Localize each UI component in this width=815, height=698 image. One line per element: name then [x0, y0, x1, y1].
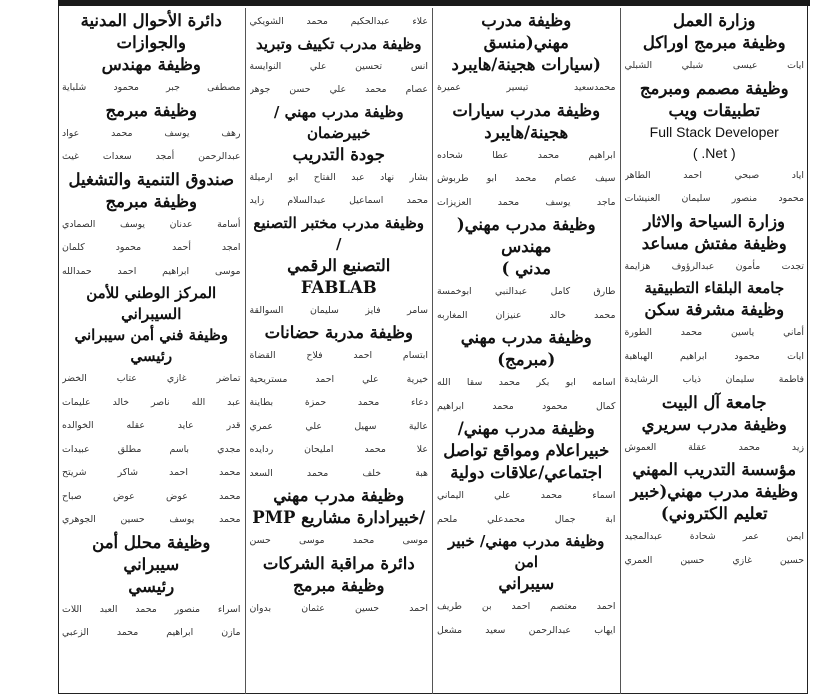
candidate-name: احمد حسين عثمان بدوان [249, 602, 428, 614]
candidate-name: ايات محمود ابراهيم الهباهبة [624, 350, 804, 362]
candidate-name: زيد محمد عقلة العموش [624, 441, 804, 453]
candidate-name: فاطمة سليمان ذياب الرشايدة [624, 374, 804, 385]
job-title-latin: Full Stack Developer [649, 123, 779, 140]
candidate-name: عبد الله ناصر خالد عليمات [62, 396, 241, 408]
section-heading: مدني ) [501, 259, 551, 278]
candidate-name: ماجد يوسف محمد العزيزات [437, 196, 616, 208]
candidate-name: هبة خلف محمد السعد [249, 467, 428, 479]
section-heading: التصنيع الرقمي FABLAB [287, 255, 391, 297]
candidate-name: احمد معتصم احمد بن طريف [437, 601, 616, 612]
section-heading: وظيفة محلل أمن سيبراني [92, 532, 211, 574]
candidate-name: خيرية علي احمد مستريحية [249, 373, 428, 385]
section-heading: دائرة مراقبة الشركات [262, 553, 415, 573]
candidate-name: موسى ابراهيم احمد حمدالله [62, 265, 241, 277]
column-1 [621, 8, 809, 694]
section-heading: المركز الوطني للأمن السيبراني [86, 284, 217, 323]
candidate-name: حسين غازي حسين العمري [624, 554, 804, 566]
candidate-name: طارق كامل عبدالنبي ابوخمسة [437, 286, 616, 297]
candidate-name: ابة جمال محمدعلي ملحم [437, 513, 616, 525]
section-heading: وظيفة مدرب مهني(خبير [630, 482, 799, 501]
section-heading: خبيراعلام ومواقع تواصل [443, 441, 610, 460]
column-2 [433, 8, 621, 694]
section-heading: وظيفة مدرب سريري [641, 414, 787, 434]
candidate-name: أماني ياسين محمد الطورة [624, 327, 804, 338]
candidate-name: ايهاب عبدالرحمن سعيد مشعل [437, 624, 616, 636]
section-heading: وظيفة مدرب مهني( مهندس [456, 215, 596, 256]
candidate-name: انس تحسين علي النوايسة [249, 60, 428, 72]
candidate-name: تماضر غازي عتاب الخضر [62, 373, 241, 384]
section-heading: وظيفة مبرمج اوراكل [642, 33, 786, 52]
section-heading: (مبرمج) [497, 350, 556, 369]
section-heading: والجوازات [116, 33, 186, 52]
section-heading: وظيفة مدرب مهني [460, 328, 592, 347]
section-heading: وظيفة مصمم ومبرمج [639, 78, 789, 98]
candidate-name: علاء عبدالحكيم محمد الشويكي [249, 16, 428, 27]
candidate-name: موسى محمد موسى حسن [249, 535, 428, 546]
candidate-name: امجد أحمد محمود كلمان [62, 242, 241, 253]
candidate-name: اسراء منصور محمد العبد اللات [62, 603, 241, 615]
section-heading: وظيفة مبرمج [105, 191, 197, 211]
candidate-name: ايمن عمر شحادة عبدالمجيد [624, 531, 804, 542]
candidate-name: عبدالرحمن أمجد سعدات غيث [62, 151, 241, 162]
section-heading: وظيفة مدربة حضانات [264, 323, 413, 342]
column-3 [246, 8, 434, 694]
candidate-name: محمد احمد شاكر شريتح [62, 467, 241, 478]
section-heading: هجينة/هايبرد [484, 122, 569, 142]
candidate-name: ابتسام احمد فلاح القضاة [249, 350, 428, 361]
candidate-name: محمد يوسف حسين الجوهري [62, 514, 241, 525]
candidate-name: اسماء محمد علي اليماني [437, 490, 616, 501]
section-heading: دائرة الأحوال المدنية [80, 11, 222, 30]
candidate-name: محمد عوض عوض صباح [62, 490, 241, 502]
section-heading: وظيفة مدرب سيارات [452, 100, 601, 120]
candidate-name: قدر عايد عقله الخوالده [62, 420, 241, 431]
section-heading: وظيفة مدرب مهني/ [457, 419, 595, 438]
candidate-name: رهف يوسف محمد عواد [62, 127, 241, 139]
candidate-name: تجدت مأمون عبدالرؤوف هزايمة [624, 260, 804, 272]
section-heading: سيبراني [498, 574, 555, 593]
section-heading: جامعة آل البيت [661, 392, 767, 412]
candidate-name: سامر فايز سليمان السوالقة [249, 304, 428, 316]
section-heading: وظيفة مهندس [101, 55, 201, 74]
section-heading: مؤسسة التدريب المهني [632, 460, 797, 479]
section-heading: جودة التدريب [292, 144, 385, 164]
candidate-name: كمال محمود محمد ابراهيم [437, 400, 616, 412]
section-heading: وظيفة مدرب مهني [273, 486, 405, 505]
candidate-name: مازن ابراهيم محمد الزعبي [62, 627, 241, 638]
section-heading: اجتماعي/علاقات دولية [450, 463, 603, 482]
candidate-name: دعاء محمد حمزة بطاينة [249, 397, 428, 408]
section-heading: وظيفة مدرب تكييف وتبريد [255, 34, 422, 53]
section-heading: وزارة العمل [673, 11, 756, 30]
candidate-name: سيف عصام محمد ابو طربوش [437, 173, 616, 184]
candidate-name: محمد اسماعيل عبدالسلام زايد [249, 195, 428, 206]
section-heading: وظيفة فني أمن سيبراني رئيسي [74, 326, 229, 365]
columns-container [58, 8, 808, 694]
candidate-name: عالية سهيل علي عمري [249, 420, 428, 432]
section-heading: (سيارات هجينة/هايبرد [451, 55, 601, 74]
section-heading: تطبيقات ويب [668, 100, 760, 120]
candidate-name: علا محمد امليحان ردايده [249, 444, 428, 455]
candidate-name: ابراهيم محمد عطا شحاده [437, 149, 616, 161]
candidate-name: أسامة عدنان يوسف الصمادي [62, 218, 241, 230]
candidate-name: محمد خالد عنيزان المغاربه [437, 309, 616, 321]
section-heading: وظيفة مبرمج [105, 100, 197, 120]
section-heading: وظيفة مدرب مختبر التصنيع / [253, 213, 425, 253]
section-heading: جامعة البلقاء التطبيقية [644, 279, 785, 297]
candidate-name: اسامه ابو بكر محمد سقا الله [437, 377, 616, 388]
section-heading: وظيفة مدرب مهني/ خبير امن [448, 532, 605, 571]
section-heading: وظيفة مدرب مهني /خبيرضمان [273, 102, 404, 142]
candidate-name: محمود منصور سليمان العنيشات [624, 193, 804, 204]
section-heading: تعليم الكتروني) [660, 504, 768, 523]
section-heading: صندوق التنمية والتشغيل [68, 169, 235, 189]
section-heading: وظيفة مدرب مهني(منسق [481, 11, 572, 52]
section-heading: وزارة السياحة والاثار [643, 211, 786, 231]
candidate-name: اياد صبحي احمد الطاهر [624, 169, 804, 181]
candidate-name: ايات عيسى شبلي الشبلي [624, 60, 804, 71]
section-heading: وظيفة مبرمج [293, 575, 385, 595]
section-heading: /خبيرادارة مشاريع PMP [252, 508, 426, 527]
candidate-name: محمدسعيد تيسير عميرة [437, 82, 616, 93]
job-title-latin: ( .Net ) [692, 144, 736, 161]
section-heading: وظيفة مشرفة سكن [644, 300, 785, 319]
candidate-name: مصطفى جبر محمود شلباية [62, 82, 241, 93]
section-heading: رئيسي [128, 576, 175, 596]
candidate-name: عصام محمد علي حسن جوهر [249, 84, 428, 95]
candidate-name: بشار نهاد عبد الفتاح ابو ارميلة [249, 171, 428, 183]
candidate-name: مجدي باسم مطلق عبيدات [62, 443, 241, 455]
section-heading: وظيفة مفتش مساعد [641, 233, 787, 253]
column-4 [58, 8, 246, 694]
